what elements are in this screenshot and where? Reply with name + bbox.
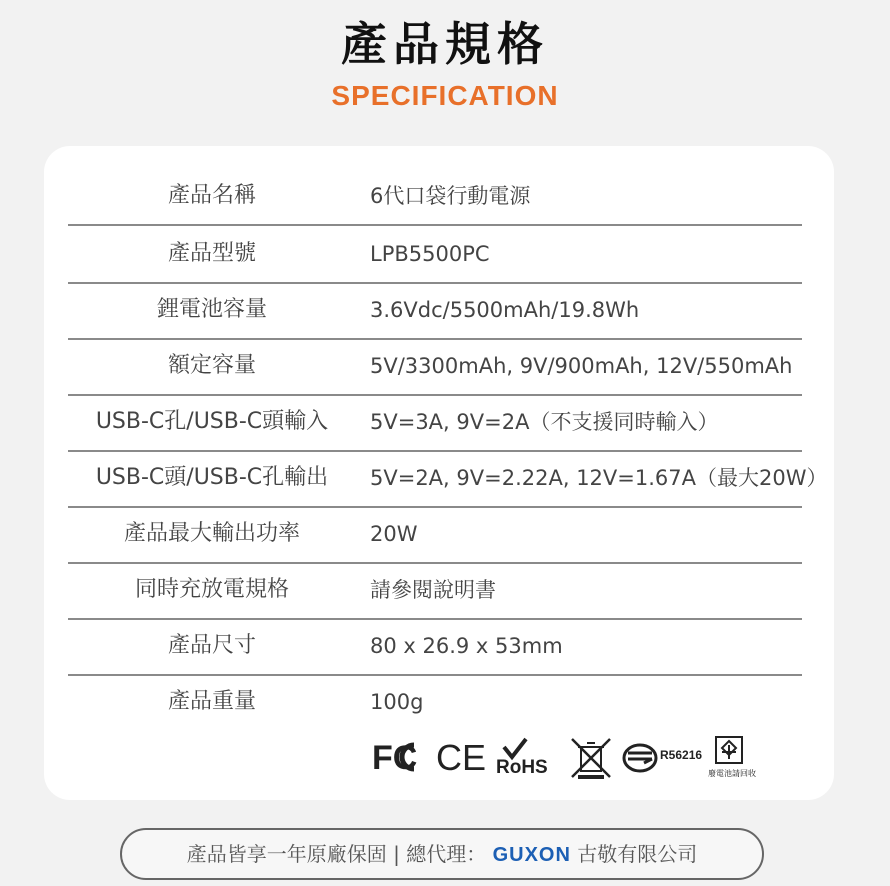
spec-row-output <box>68 450 828 508</box>
spec-value: 5V/3300mAh, 9V/900mAh, 12V/550mAh <box>370 354 793 378</box>
spec-value: 100g <box>370 690 424 714</box>
company-name: 古敬有限公司 <box>577 842 698 866</box>
bsmi-code: R56216 <box>660 748 703 762</box>
ce-mark <box>436 739 490 775</box>
spec-value: 5V=2A, 9V=2.22A, 12V=1.67A（最大20W） <box>370 466 828 490</box>
spec-row-max-output <box>68 506 802 564</box>
spec-label: 產品型號 <box>167 241 256 266</box>
spec-label: 產品重量 <box>167 689 256 714</box>
spec-label: 額定容量 <box>167 353 256 378</box>
spec-value: 5V=3A, 9V=2A（不支援同時輸入） <box>370 410 719 434</box>
agent-prefix: 總代理： <box>406 842 487 866</box>
spec-value: LPB5500PC <box>370 242 490 266</box>
spec-label: 鋰電池容量 <box>156 297 267 322</box>
spec-row-dimensions <box>68 618 802 676</box>
spec-label: 產品尺寸 <box>167 633 256 658</box>
spec-label: USB-C頭/USB-C孔輸出 <box>95 465 329 490</box>
spec-row-input <box>68 394 802 452</box>
fcc-text: FC <box>372 739 418 775</box>
spec-label: 同時充放電規格 <box>134 577 289 602</box>
warranty-text: 產品皆享一年原廠保固 <box>186 842 387 866</box>
ce-text: CE <box>436 739 487 775</box>
spec-label: 產品名稱 <box>167 183 256 208</box>
page-subtitle: SPECIFICATION <box>331 80 559 111</box>
bsmi-mark <box>622 743 658 773</box>
footer-text <box>122 830 762 878</box>
spec-row-rated-capacity <box>68 338 802 396</box>
spec-row-weight <box>68 674 802 730</box>
fcc-logo <box>372 739 428 775</box>
spec-value: 80 x 26.9 x 53mm <box>370 634 563 658</box>
brand-logo: GUXON <box>492 844 571 866</box>
footer-banner <box>120 828 764 880</box>
spec-row-passthrough <box>68 562 802 620</box>
spec-value: 20W <box>370 522 418 546</box>
spec-row-name <box>68 168 802 226</box>
certification-marks <box>372 735 782 783</box>
spec-value: 6代口袋行動電源 <box>370 184 531 208</box>
recycle-text: 廢電池請回收 <box>708 769 756 778</box>
separator: | <box>393 842 400 866</box>
spec-value: 請參閱說明書 <box>370 578 496 602</box>
rohs-text: RoHS <box>496 757 548 777</box>
spec-row-battery-capacity <box>68 282 802 340</box>
rohs-mark <box>496 737 560 777</box>
spec-label: USB-C孔/USB-C頭輸入 <box>95 409 329 434</box>
weee-bin-icon <box>568 735 614 781</box>
spec-value: 3.6Vdc/5500mAh/19.8Wh <box>370 298 640 322</box>
recycle-mark <box>714 735 744 765</box>
spec-row-model <box>68 226 802 284</box>
page-title: 產品規格 <box>341 17 549 71</box>
spec-label: 產品最大輸出功率 <box>123 521 300 546</box>
